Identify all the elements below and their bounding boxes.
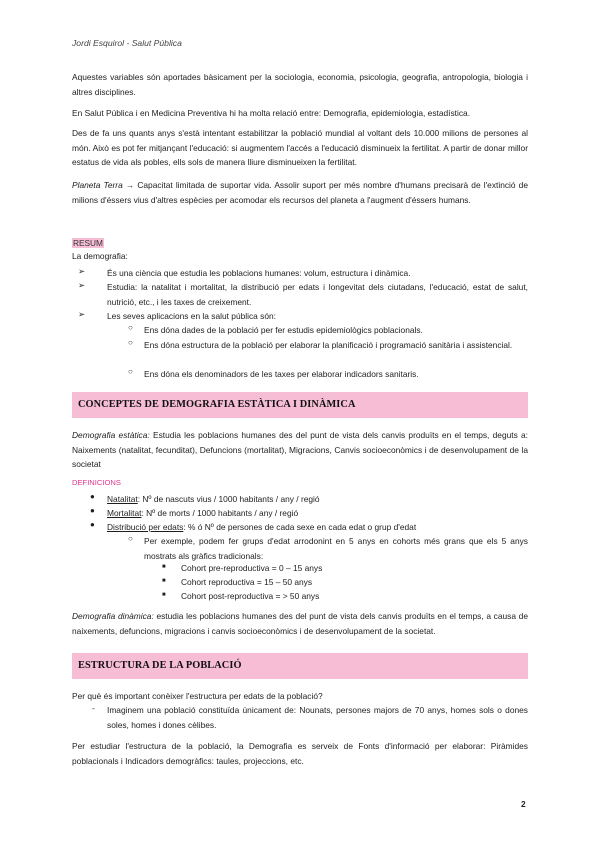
structure-question: Per què és important conèixer l'estructura per edats de la població? [72,691,323,701]
resum-subitem-1: Ens dóna dades de la població per fer estudis epidemiològics poblacionals. [144,325,423,335]
definition-term: Natalitat [107,494,138,504]
dot-bullet-icon: ● [90,492,95,501]
circle-bullet-icon: ○ [128,323,133,332]
static-demography-paragraph [72,428,528,472]
cohort-intro: Per exemple, podem fer grups d'edat arrodonint en 5 anys en cohorts més grans que els 5 anys mostrats als gràfics tradicionals: [144,536,528,561]
page-number: 2 [521,799,526,809]
cohort-item-3: Cohort post-reproductiva = > 50 anys [181,591,320,601]
resum-label: RESUM [73,238,103,248]
running-header: Jordi Esquirol - Salut Pública [72,38,182,48]
square-bullet-icon: ■ [162,578,166,584]
intro-paragraph-1: Aquestes variables són aportades bàsicament per la sociologia, economia, psicologia, geografia, antropologia, biologia i altres disciplines. [72,72,528,97]
definitions-label: DEFINICIONS [72,478,121,487]
definition-mortalitat [107,506,528,521]
resum-item-3: Les seves aplicacions en la salut pública són: [107,311,276,321]
resum-item-2: Estudia: la natalitat i mortalitat, la distribució per edats i longevitat dels ciutadans, l'educació, estat de salut, nutrició, etc., i les taxes de creixement. [107,282,528,307]
resum-item-1: És una ciència que estudia les poblacions humanes: volum, estructura i dinàmica. [107,268,411,278]
definition-natalitat [107,492,528,507]
circle-bullet-icon: ○ [128,338,133,347]
intro-paragraph-4 [72,178,528,207]
dynamic-demography-paragraph [72,609,528,638]
intro-paragraph-3: Des de fa uns quants anys s'està intentant estabilitzar la població mundial al voltant dels 10.000 milions de persones al món. Això es pot fer mitjançant l'educació: si augmentem l'accés a l'educació disminueix la fertilitat. A partir de donar millor estatus de vida als pobles, ells sols de manera lliure disminueixen la fertilitat. [72,128,528,168]
resum-subitem-2: Ens dóna estructura de la població per elaborar la planificació i programació sanitària i assistencial. [144,340,513,350]
circle-bullet-icon: ○ [128,534,133,543]
static-demography-term: Demografia estàtica: [72,430,150,440]
section-title: CONCEPTES DE DEMOGRAFIA ESTÀTICA I DINÀMICA [78,399,356,410]
cohort-item-1: Cohort pre-reproductiva = 0 – 15 anys [181,563,323,573]
definition-term: Distribució per edats [107,522,184,532]
static-demography-text: Estudia les poblacions humanes des del punt de vista dels canvis produïts en el temps, deguts a: Naixements (natalitat, fecunditat), Defuncions (mortalitat), Migracions, Canvis socioeconòmics i de desenvolupament de la societat [72,430,529,470]
section-heading-estructura [72,653,528,679]
square-bullet-icon: ■ [162,564,166,570]
resum-title: La demografia: [72,251,128,261]
definition-term: Mortalitat [107,508,142,518]
dot-bullet-icon: ● [90,506,95,515]
dynamic-demography-text: estudia les poblacions humanes des del punt de vista dels canvis produïts en el temps, a causa de naixements, defuncions, migracions i canvis socioeconòmics i de desenvolupament de la societat. [72,611,528,636]
planeta-terra-term: Planeta Terra [72,180,123,190]
definition-text: : % ó Nº de persones de cada sexe en cada edat o grup d'edat [183,522,417,532]
planeta-terra-text: → Capacitat limitada de suportar vida. Assolir suport per més nombre d'humans precisarà de l'extinció de milions d'éssers vius d'altres espècies per acomodar els recursos del planeta a l'augment d'éssers humans. [72,180,528,205]
definition-distribucio [107,520,528,535]
resum-subitem-3: Ens dóna els denominadors de les taxes per elaborar indicadors sanitaris. [144,369,419,379]
arrow-bullet-icon: ➢ [78,266,86,276]
dot-bullet-icon: ● [90,520,95,529]
arrow-bullet-icon: ➢ [78,280,86,290]
intro-paragraph-2: En Salut Pública i en Medicina Preventiva hi ha molta relació entre: Demografia, epidemiologia, estadística. [72,108,471,118]
dash-bullet: - [92,703,95,713]
definition-text: : Nº de nascuts vius / 1000 habitants / any / regió [137,494,320,504]
arrow-bullet-icon: ➢ [78,309,86,319]
section-title: ESTRUCTURA DE LA POBLACIÓ [78,660,242,671]
structure-example: Imaginem una població constituïda únicament de: Nounats, persones majors de 70 anys, homes sols o dones soles, homes i dones cèlibes. [107,705,528,730]
circle-bullet-icon: ○ [128,367,133,376]
square-bullet-icon: ■ [162,592,166,598]
section-heading-conceptes [72,392,528,418]
dynamic-demography-term: Demografia dinàmica: [72,611,154,621]
definition-text: : Nº de morts / 1000 habitants / any / regió [141,508,299,518]
structure-closing-paragraph: Per estudiar l'estructura de la població, la Demografia es serveix de Fonts d'informació per elaborar: Piràmides poblacionals i Indicadors demogràfics: taules, projeccions, etc. [72,741,528,766]
cohort-item-2: Cohort reproductiva = 15 – 50 anys [181,577,313,587]
